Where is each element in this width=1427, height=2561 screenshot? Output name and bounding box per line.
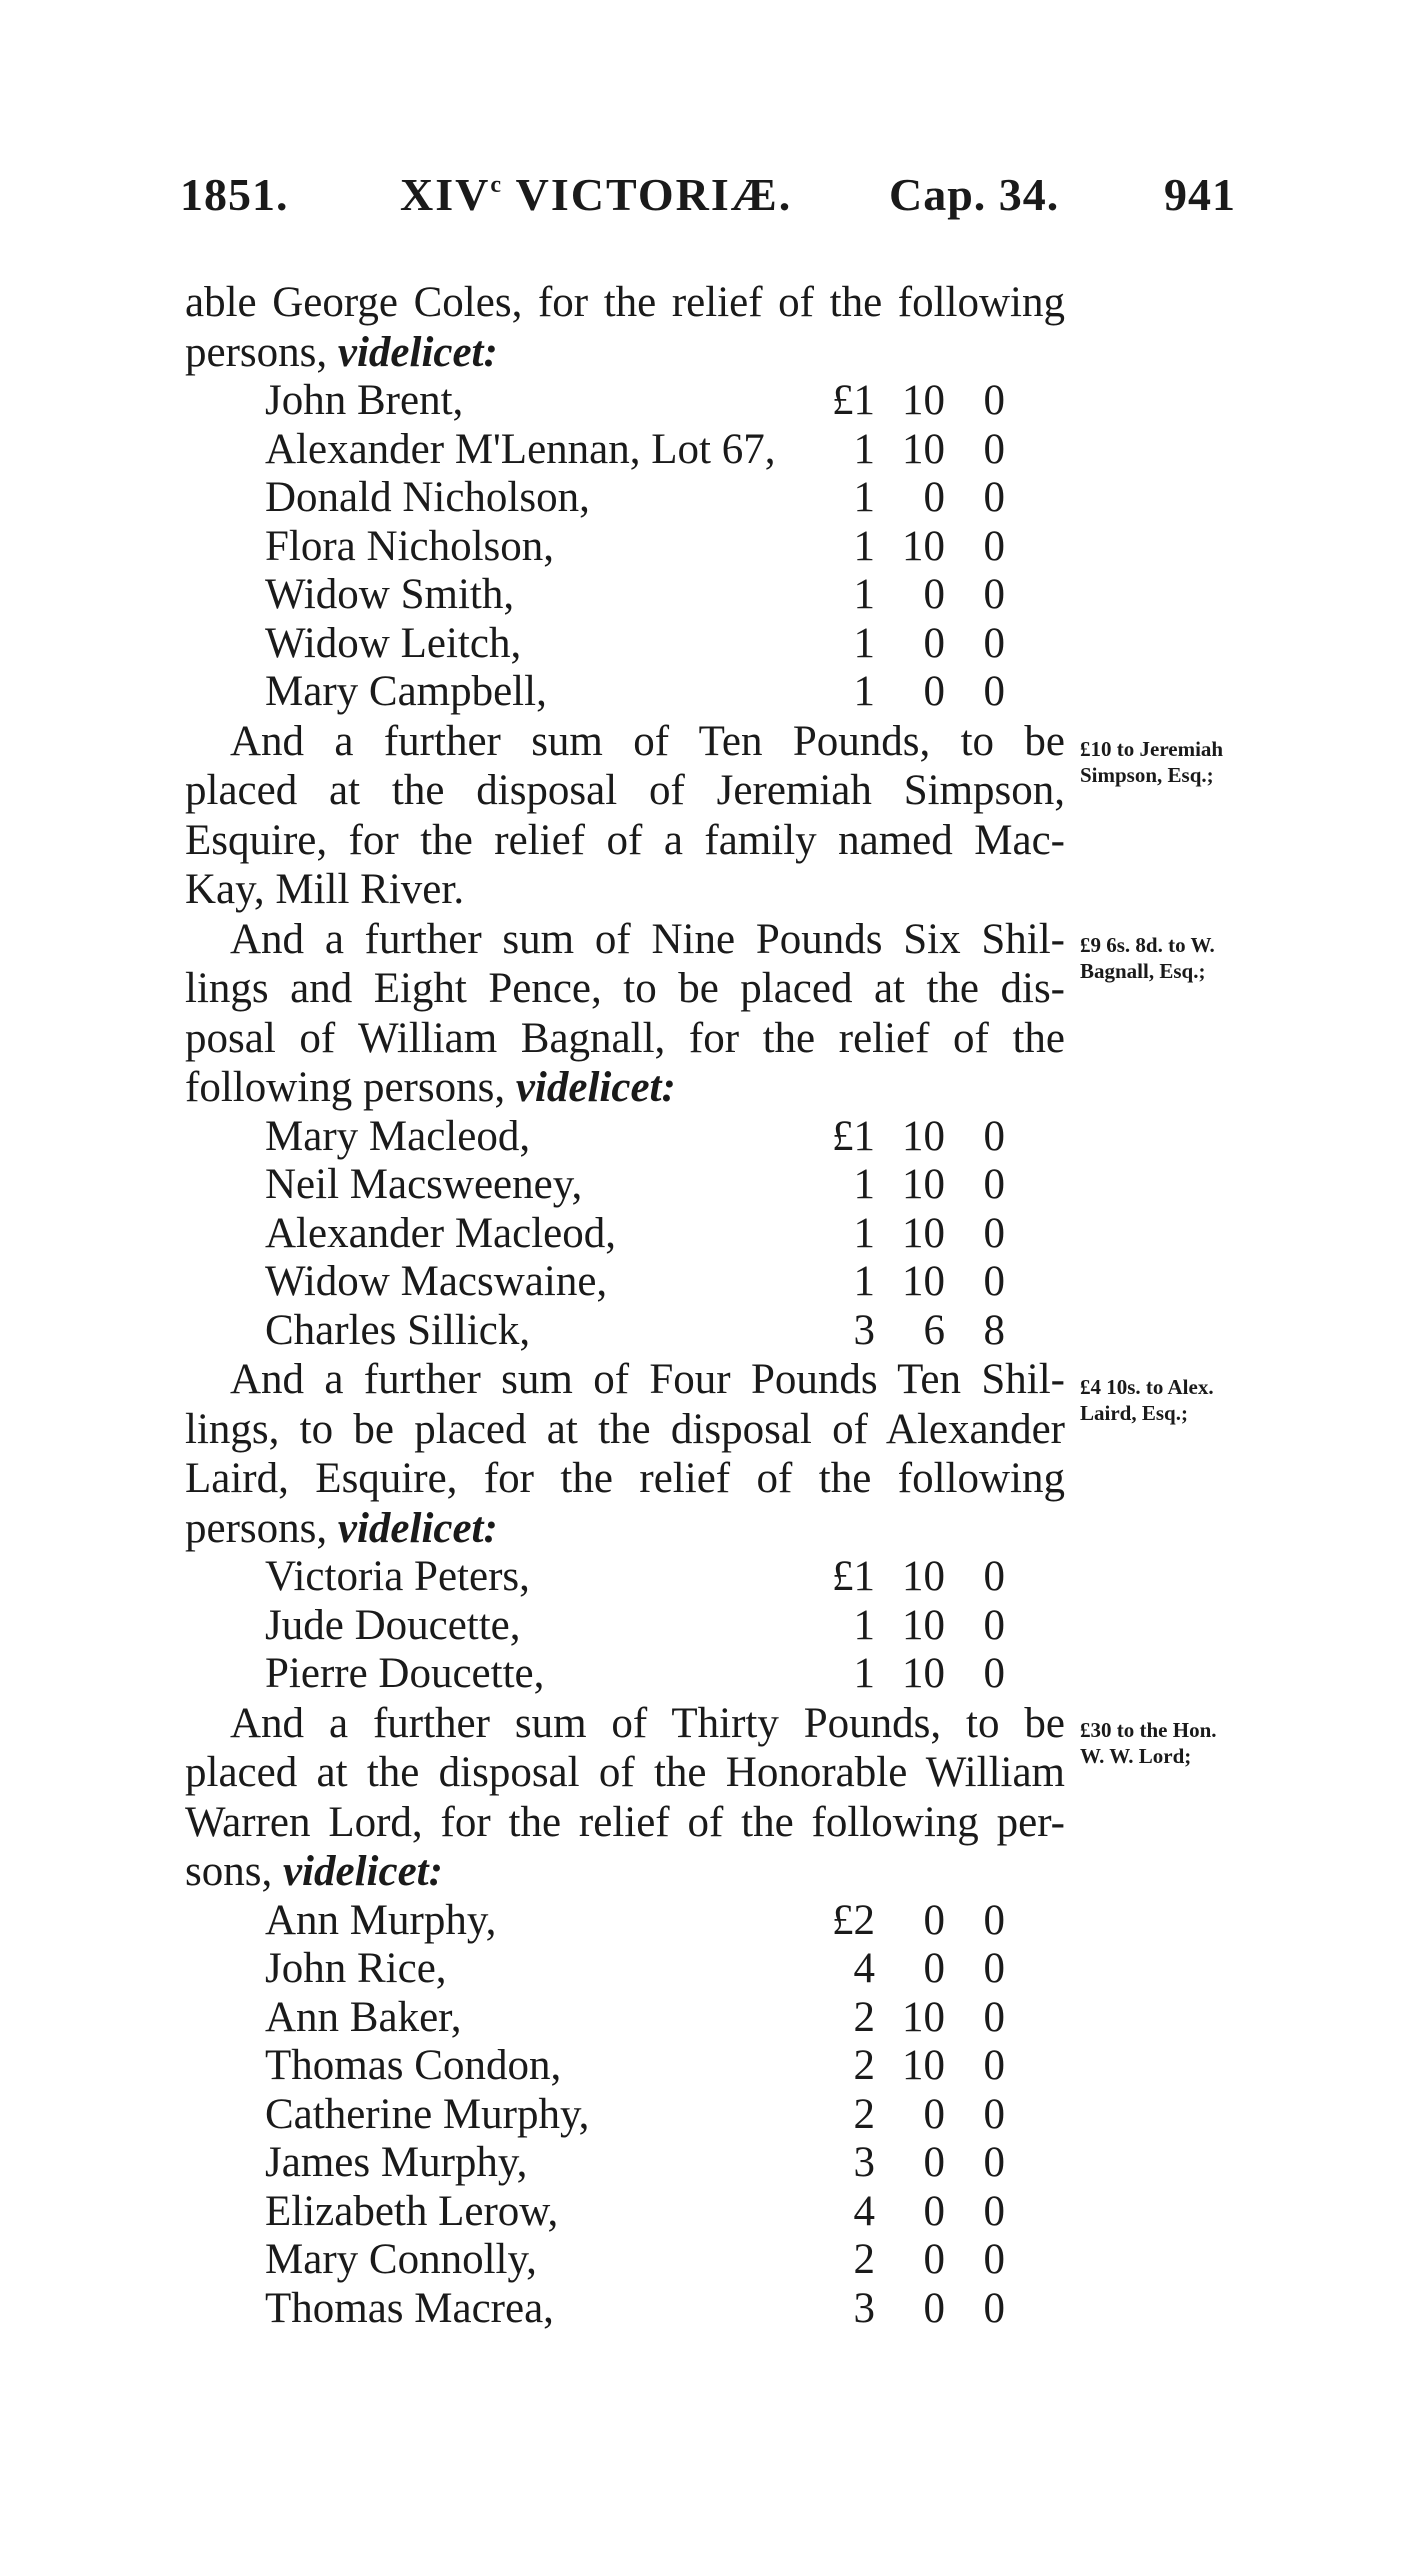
person-name: Victoria Peters, bbox=[265, 1553, 530, 1600]
amount-pence: 0 bbox=[983, 1601, 1005, 1649]
list-item bbox=[265, 668, 1065, 717]
amount-pounds: 4 bbox=[853, 1945, 875, 1992]
amount-pounds: 4 bbox=[853, 2187, 875, 2235]
relief-list-bagnall bbox=[265, 1113, 1065, 1356]
person-name: Neil Macsweeney, bbox=[265, 1161, 583, 1208]
person-name: Mary Campbell, bbox=[265, 668, 547, 715]
paragraph-line: persons, videlicet: bbox=[185, 328, 498, 376]
list-item bbox=[265, 620, 1065, 669]
paragraph-line: And a further sum of Ten Pounds, to be bbox=[230, 717, 1065, 765]
amount-pounds: 1 bbox=[853, 425, 875, 473]
person-name: Flora Nicholson, bbox=[265, 522, 555, 570]
amount-pounds: 2 bbox=[853, 1993, 875, 2041]
amount-shillings: 0 bbox=[923, 2139, 945, 2186]
amount-pence: 0 bbox=[983, 425, 1005, 473]
amount-pence: 0 bbox=[983, 2187, 1005, 2235]
amount-pounds: 1 bbox=[853, 1258, 875, 1305]
list-item bbox=[265, 1994, 1065, 2043]
person-name: Mary Macleod, bbox=[265, 1112, 531, 1160]
amount-pence: 0 bbox=[983, 1161, 1005, 1208]
amount-pence: 0 bbox=[983, 1650, 1005, 1697]
list-item bbox=[265, 426, 1065, 475]
amount-shillings: 10 bbox=[902, 1258, 945, 1305]
list-item bbox=[265, 1210, 1065, 1259]
relief-list-laird bbox=[265, 1553, 1065, 1699]
list-item bbox=[265, 377, 1065, 426]
amount-pounds: 2 bbox=[853, 2042, 875, 2089]
list-item bbox=[265, 1258, 1065, 1307]
amount-pounds: 1 bbox=[853, 474, 875, 521]
amount-shillings: 10 bbox=[902, 1161, 945, 1208]
amount-pence: 0 bbox=[983, 522, 1005, 570]
amount-pence: 0 bbox=[983, 2284, 1005, 2332]
amount-shillings: 10 bbox=[902, 1553, 945, 1600]
videlicet: videlicet: bbox=[337, 1504, 498, 1552]
amount-pounds: 3 bbox=[853, 2139, 875, 2186]
amount-shillings: 10 bbox=[902, 1112, 945, 1160]
person-name: John Rice, bbox=[265, 1945, 447, 1992]
amount-pence: 0 bbox=[983, 619, 1005, 667]
amount-pence: 0 bbox=[983, 474, 1005, 521]
videlicet: videlicet: bbox=[515, 1064, 676, 1111]
amount-pounds: 2 bbox=[853, 2090, 875, 2138]
amount-pence: 0 bbox=[983, 668, 1005, 715]
amount-pence: 0 bbox=[983, 1945, 1005, 1992]
amount-shillings: 10 bbox=[902, 1993, 945, 2041]
amount-shillings: 0 bbox=[923, 619, 945, 667]
amount-pence: 0 bbox=[983, 2042, 1005, 2089]
paragraph-line: persons, videlicet: bbox=[185, 1504, 498, 1552]
margin-note-laird: £4 10s. to Alex. Laird, Esq.; bbox=[1080, 1375, 1214, 1425]
amount-shillings: 10 bbox=[902, 1601, 945, 1649]
paragraph-line: Esquire, for the relief of a family named Mac- bbox=[185, 816, 1065, 864]
amount-pence: 0 bbox=[983, 1896, 1005, 1944]
person-name: Elizabeth Lerow, bbox=[265, 2187, 559, 2235]
amount-pence: 0 bbox=[983, 377, 1005, 424]
person-name: Widow Macswaine, bbox=[265, 1258, 608, 1305]
list-item bbox=[265, 1602, 1065, 1651]
margin-note-lord: £30 to the Hon. W. W. Lord; bbox=[1080, 1718, 1217, 1768]
amount-pence: 0 bbox=[983, 571, 1005, 618]
amount-pounds: 1 bbox=[853, 1601, 875, 1649]
amount-shillings: 0 bbox=[923, 1945, 945, 1992]
amount-shillings: 10 bbox=[902, 425, 945, 473]
amount-shillings: 0 bbox=[923, 571, 945, 618]
amount-shillings: 10 bbox=[902, 377, 945, 424]
paragraph-line: placed at the disposal of the Honorable William bbox=[185, 1749, 1065, 1796]
person-name: Ann Murphy, bbox=[265, 1896, 497, 1944]
person-name: Thomas Macrea, bbox=[265, 2284, 554, 2332]
amount-pounds: 1 bbox=[853, 1209, 875, 1257]
person-name: Widow Leitch, bbox=[265, 619, 522, 667]
running-header bbox=[172, 168, 1252, 238]
person-name: Alexander Macleod, bbox=[265, 1209, 617, 1257]
list-item bbox=[265, 1553, 1065, 1602]
paragraph-line: Kay, Mill River. bbox=[185, 866, 465, 913]
person-name: Alexander M'Lennan, Lot 67, bbox=[265, 425, 776, 473]
relief-list-coles bbox=[265, 377, 1065, 717]
amount-pounds: £2 bbox=[832, 1896, 875, 1944]
amount-shillings: 10 bbox=[902, 1209, 945, 1257]
amount-pence: 8 bbox=[983, 1306, 1005, 1354]
paragraph-line: following persons, videlicet: bbox=[185, 1064, 676, 1111]
list-item bbox=[265, 2236, 1065, 2285]
amount-pounds: 3 bbox=[853, 1306, 875, 1354]
amount-shillings: 0 bbox=[923, 2236, 945, 2283]
amount-pounds: 2 bbox=[853, 2236, 875, 2283]
header-title: XIV$^c$ VICTORIÆ. bbox=[400, 169, 793, 220]
amount-pounds: 1 bbox=[853, 1650, 875, 1697]
paragraph-line: And a further sum of Thirty Pounds, to be bbox=[230, 1699, 1065, 1747]
paragraph-line: sons, videlicet: bbox=[185, 1848, 443, 1895]
paragraph-line: placed at the disposal of Jeremiah Simpson, bbox=[185, 767, 1065, 814]
list-item bbox=[265, 2042, 1065, 2091]
page-body bbox=[185, 278, 1065, 2333]
paragraph-line: lings, to be placed at the disposal of Alexander bbox=[185, 1405, 1065, 1453]
amount-shillings: 10 bbox=[902, 2042, 945, 2089]
list-item bbox=[265, 1113, 1065, 1162]
person-name: Jude Doucette, bbox=[265, 1601, 521, 1649]
amount-pounds: 1 bbox=[853, 668, 875, 715]
list-item bbox=[265, 1650, 1065, 1699]
amount-shillings: 0 bbox=[923, 474, 945, 521]
header-year: 1851. bbox=[180, 169, 289, 220]
list-item bbox=[265, 523, 1065, 572]
amount-pence: 0 bbox=[983, 1112, 1005, 1160]
paragraph-line: posal of William Bagnall, for the relief of the bbox=[185, 1014, 1065, 1062]
person-name: Ann Baker, bbox=[265, 1993, 462, 2041]
margin-note-simpson: £10 to Jeremiah Simpson, Esq.; bbox=[1080, 737, 1224, 787]
person-name: Donald Nicholson, bbox=[265, 474, 590, 521]
amount-shillings: 0 bbox=[923, 2284, 945, 2332]
amount-pence: 0 bbox=[983, 1258, 1005, 1305]
amount-pence: 0 bbox=[983, 2139, 1005, 2186]
person-name: Mary Connolly, bbox=[265, 2236, 537, 2283]
relief-list-lord bbox=[265, 1897, 1065, 2334]
list-item bbox=[265, 1161, 1065, 1210]
amount-pence: 0 bbox=[983, 1993, 1005, 2041]
margin-note-bagnall: £9 6s. 8d. to W. Bagnall, Esq.; bbox=[1080, 933, 1215, 983]
amount-pounds: 1 bbox=[853, 571, 875, 618]
list-item bbox=[265, 2188, 1065, 2237]
header-chapter: Cap. 34. bbox=[889, 169, 1060, 220]
amount-pounds: £1 bbox=[832, 1553, 875, 1600]
person-name: Catherine Murphy, bbox=[265, 2090, 590, 2138]
amount-shillings: 10 bbox=[902, 522, 945, 570]
amount-shillings: 0 bbox=[923, 1896, 945, 1944]
list-item bbox=[265, 1897, 1065, 1946]
paragraph-line: And a further sum of Nine Pounds Six Shil- bbox=[230, 915, 1065, 963]
paragraph-line: Warren Lord, for the relief of the following per- bbox=[185, 1798, 1065, 1846]
amount-pence: 0 bbox=[983, 2090, 1005, 2138]
amount-pence: 0 bbox=[983, 2236, 1005, 2283]
amount-pounds: £1 bbox=[832, 1112, 875, 1160]
person-name: James Murphy, bbox=[265, 2139, 528, 2186]
amount-pounds: 1 bbox=[853, 522, 875, 570]
amount-pounds: £1 bbox=[832, 377, 875, 424]
videlicet: videlicet: bbox=[282, 1848, 443, 1895]
paragraph-line: Laird, Esquire, for the relief of the following bbox=[185, 1455, 1065, 1502]
list-item bbox=[265, 474, 1065, 523]
person-name: Pierre Doucette, bbox=[265, 1650, 545, 1697]
amount-shillings: 0 bbox=[923, 668, 945, 715]
person-name: Widow Smith, bbox=[265, 571, 515, 618]
person-name: Charles Sillick, bbox=[265, 1306, 531, 1354]
list-item bbox=[265, 1307, 1065, 1356]
paragraph-line: able George Coles, for the relief of the following bbox=[185, 279, 1065, 326]
amount-pounds: 1 bbox=[853, 1161, 875, 1208]
amount-pence: 0 bbox=[983, 1553, 1005, 1600]
list-item bbox=[265, 2091, 1065, 2140]
page-number: 941 bbox=[1164, 169, 1236, 220]
amount-shillings: 10 bbox=[902, 1650, 945, 1697]
paragraph-line: lings and Eight Pence, to be placed at the dis- bbox=[185, 965, 1065, 1012]
amount-shillings: 6 bbox=[923, 1306, 945, 1354]
videlicet: videlicet: bbox=[337, 328, 498, 376]
list-item bbox=[265, 2139, 1065, 2188]
person-name: Thomas Condon, bbox=[265, 2042, 562, 2089]
person-name: John Brent, bbox=[265, 377, 464, 424]
list-item bbox=[265, 2285, 1065, 2334]
list-item bbox=[265, 571, 1065, 620]
amount-pounds: 3 bbox=[853, 2284, 875, 2332]
list-item bbox=[265, 1945, 1065, 1994]
amount-pence: 0 bbox=[983, 1209, 1005, 1257]
amount-pounds: 1 bbox=[853, 619, 875, 667]
amount-shillings: 0 bbox=[923, 2187, 945, 2235]
amount-shillings: 0 bbox=[923, 2090, 945, 2138]
paragraph-line: And a further sum of Four Pounds Ten Shil- bbox=[230, 1356, 1065, 1403]
